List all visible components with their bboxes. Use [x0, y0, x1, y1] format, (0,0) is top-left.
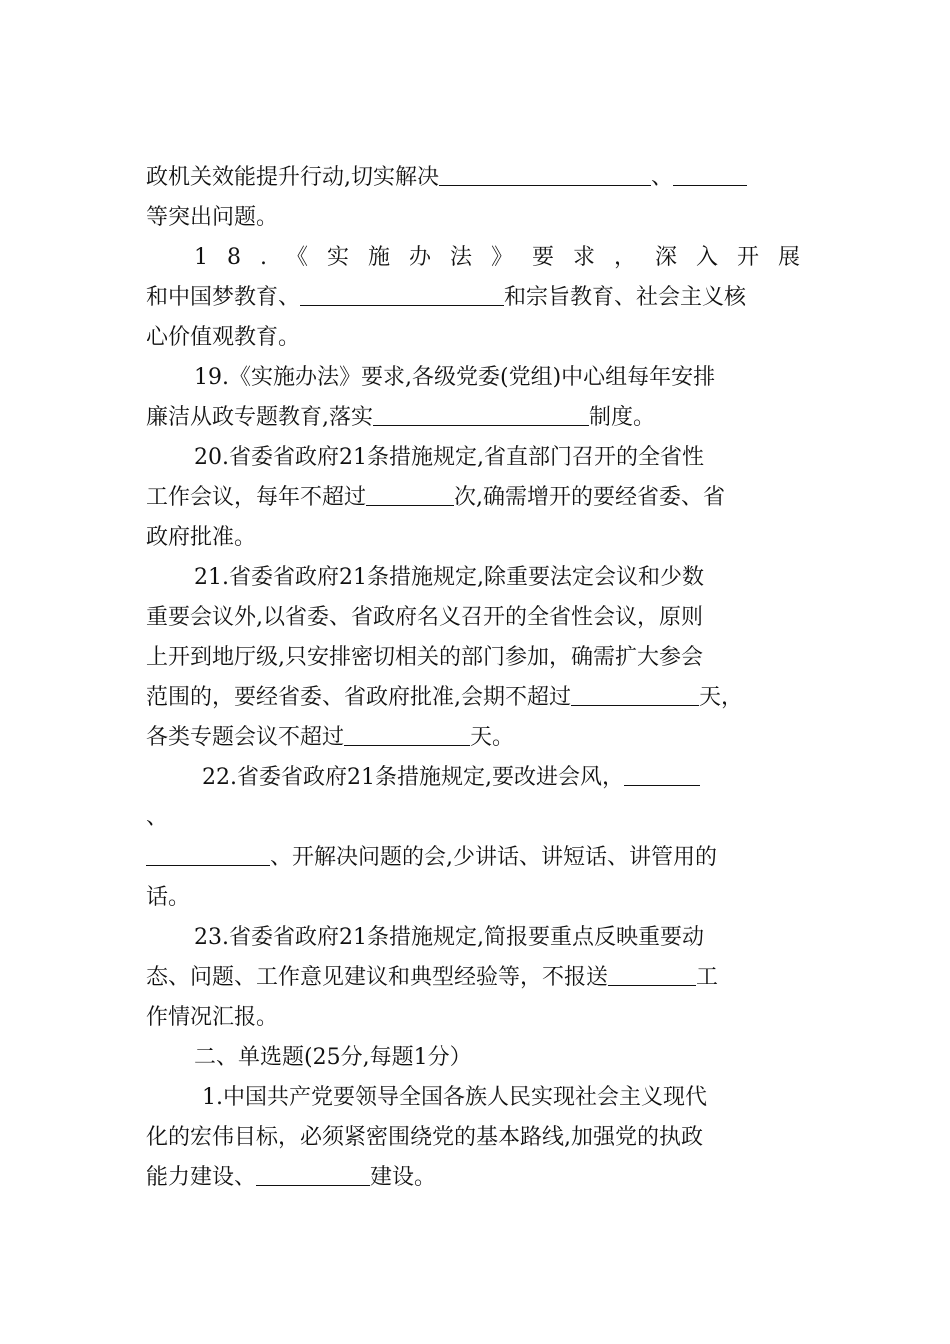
- text: 1.中国共产党要领导全国各族人民实现社会主义现代: [202, 1085, 707, 1110]
- text-line: [146, 958, 806, 998]
- answer-blank: [673, 163, 747, 186]
- text-line: [146, 998, 806, 1038]
- text-line: [146, 718, 806, 758]
- text-line: [146, 678, 806, 718]
- text: 廉洁从政专题教育,落实: [146, 405, 373, 430]
- text: 态、问题、工作意见建议和典型经验等，不报送: [146, 965, 609, 990]
- answer-blank: [571, 683, 699, 706]
- question-19-line: [146, 358, 806, 398]
- text: 天。: [470, 725, 515, 750]
- text-line: [146, 278, 806, 318]
- text-line: [146, 1158, 806, 1198]
- text-line: [146, 1118, 806, 1158]
- question-22-line: [146, 758, 806, 798]
- answer-blank: [256, 1163, 370, 1186]
- text: 和中国梦教育、: [146, 285, 301, 310]
- text: 心价值观教育。: [146, 325, 301, 350]
- single-choice-1-line: [146, 1078, 806, 1118]
- text-line: [146, 318, 806, 358]
- answer-blank: [366, 483, 454, 506]
- text: 作情况汇报。: [146, 1005, 279, 1030]
- text: 、开解决问题的会,少讲话、讲短话、讲管用的: [270, 845, 717, 870]
- text: 20.省委省政府21条措施规定,省直部门召开的全省性: [194, 445, 704, 470]
- text: 各类专题会议不超过: [146, 725, 345, 750]
- question-20-line: [146, 438, 806, 478]
- answer-blank: [344, 723, 470, 746]
- text-line: [146, 478, 806, 518]
- text-line: [146, 638, 806, 678]
- question-23-line: [146, 918, 806, 958]
- text: 能力建设、: [146, 1165, 257, 1190]
- text: 重要会议外,以省委、省政府名义召开的全省性会议，原则: [146, 605, 703, 630]
- text-line: [146, 198, 806, 238]
- text-line: [146, 878, 806, 918]
- text-line: [146, 518, 806, 558]
- text: 21.省委省政府21条措施规定,除重要法定会议和少数: [194, 565, 704, 590]
- text-line: [146, 398, 806, 438]
- text: 工: [696, 965, 719, 990]
- answer-blank: [624, 763, 700, 786]
- text: 23.省委省政府21条措施规定,简报要重点反映重要动: [194, 925, 704, 950]
- text: 和宗旨教育、社会主义核: [504, 285, 747, 310]
- text: 18.《实施办法》要求，深入开展: [194, 245, 819, 270]
- text: 天，: [699, 685, 744, 710]
- text: 19.《实施办法》要求,各级党委(党组)中心组每年安排: [194, 365, 716, 390]
- text: 建设。: [370, 1165, 437, 1190]
- section-heading: [146, 1038, 806, 1078]
- answer-blank: [608, 963, 696, 986]
- question-21-line: [146, 558, 806, 598]
- answer-blank: [300, 283, 504, 306]
- text-line: [146, 798, 806, 838]
- text: 、: [651, 165, 674, 190]
- text-line: [146, 838, 806, 878]
- text: 工作会议，每年不超过: [146, 485, 367, 510]
- text: 、: [146, 805, 169, 830]
- text: 化的宏伟目标，必须紧密围绕党的基本路线,加强党的执政: [146, 1125, 703, 1150]
- text: 政府批准。: [146, 525, 257, 550]
- text-line: [146, 158, 806, 198]
- text: 制度。: [589, 405, 656, 430]
- text: 次,确需增开的要经省委、省: [454, 485, 726, 510]
- text: 等突出问题。: [146, 205, 279, 230]
- text-line: [146, 598, 806, 638]
- text: 政机关效能提升行动,切实解决: [146, 165, 439, 190]
- text: 22.省委省政府21条措施规定,要改进会风，: [202, 765, 624, 790]
- text: 上开到地厅级,只安排密切相关的部门参加，确需扩大参会: [146, 645, 703, 670]
- question-18-line: [146, 238, 819, 278]
- document-page: [146, 158, 819, 1198]
- text: 范围的，要经省委、省政府批准,会期不超过: [146, 685, 571, 710]
- text: 话。: [146, 885, 191, 910]
- answer-blank: [146, 843, 270, 866]
- answer-blank: [439, 163, 651, 186]
- answer-blank: [373, 403, 589, 426]
- text: 二、单选题(25分,每题1分）: [194, 1045, 472, 1070]
